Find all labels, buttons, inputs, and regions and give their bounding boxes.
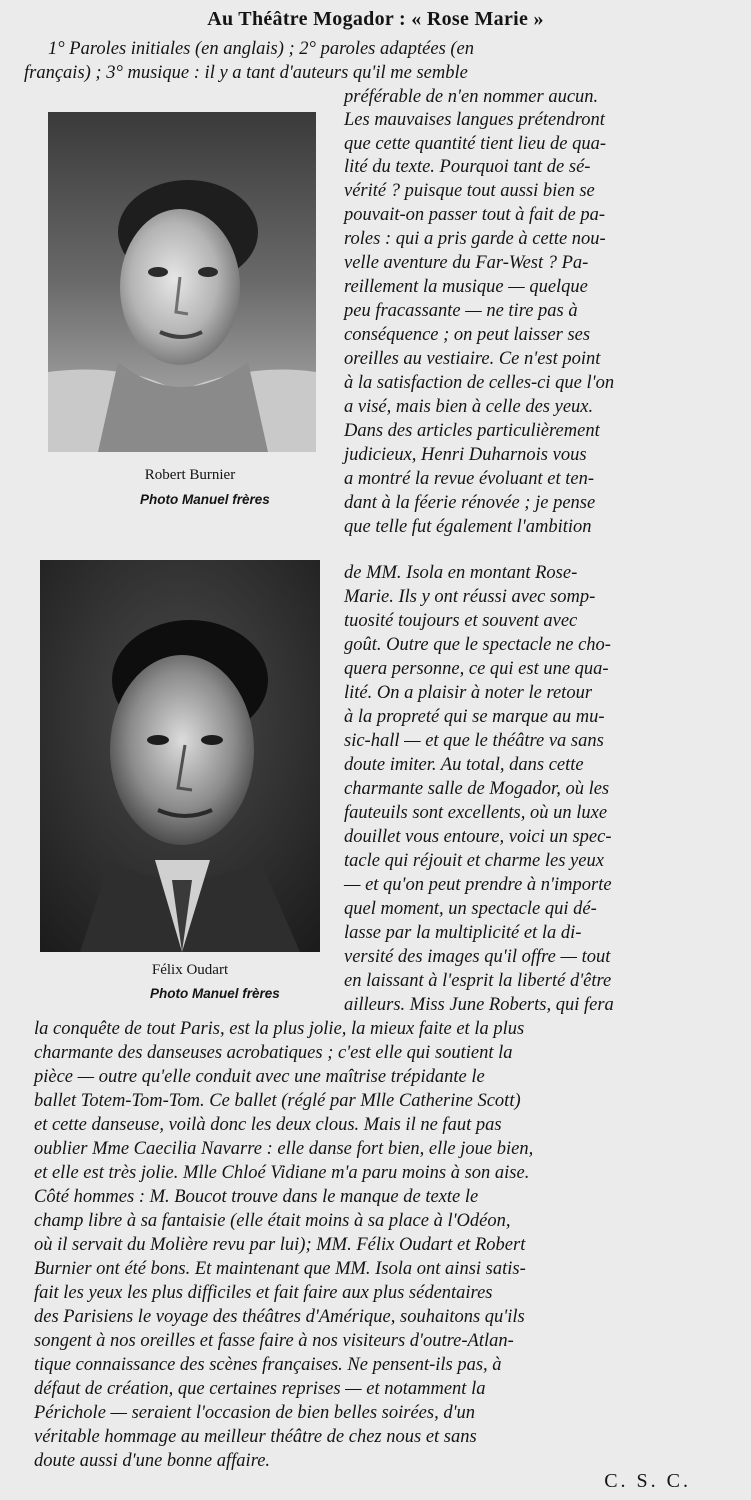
text-line: fait les yeux les plus difficiles et fait faire aux plus sédentaires xyxy=(34,1283,493,1303)
text-line: peu fracassante — ne tire pas à xyxy=(344,301,578,321)
text-line: que telle fut également l'ambition xyxy=(344,517,592,537)
text-line: Périchole — seraient l'occasion de bien belles soirées, d'un xyxy=(34,1403,476,1423)
text-line: quel moment, un spectacle qui dé- xyxy=(344,899,597,919)
text-line: roles : qui a pris garde à cette nou- xyxy=(344,229,606,249)
text-line: lité. On a plaisir à noter le retour xyxy=(344,683,593,703)
text-line: oreilles au vestiaire. Ce n'est point xyxy=(344,349,601,369)
text-line: a montré la revue évoluant et ten- xyxy=(344,469,595,489)
text-line: des Parisiens le voyage des théâtres d'Amérique, souhaitons qu'ils xyxy=(34,1307,525,1327)
author-signature: C. S. C. xyxy=(604,1470,691,1492)
text-line: reillement la musique — quelque xyxy=(344,277,588,297)
photo-caption-name: Robert Burnier xyxy=(144,467,236,483)
text-line: judicieux, Henri Duharnois vous xyxy=(344,445,587,465)
text-line: oublier Mme Caecilia Navarre : elle danse fort bien, elle joue bien, xyxy=(34,1139,534,1159)
portrait-photo-robert-burnier xyxy=(48,112,316,452)
text-line: Burnier ont été bons. Et maintenant que MM. Isola ont ainsi satis- xyxy=(34,1259,526,1279)
text-line: défaut de création, que certaines reprises — et notamment la xyxy=(34,1379,486,1399)
text-line: tique connaissance des scènes françaises. Ne pensent-ils pas, à xyxy=(34,1355,502,1375)
text-line: et cette danseuse, voilà donc les deux clous. Mais il ne faut pas xyxy=(34,1115,502,1135)
text-line: dant à la féerie rénovée ; je pense xyxy=(344,493,596,513)
text-line: a visé, mais bien à celle des yeux. xyxy=(344,397,594,417)
text-line: pièce — outre qu'elle conduit avec une maîtrise trépidante le xyxy=(34,1067,485,1087)
portrait-photo-felix-oudart xyxy=(40,560,320,952)
text-line: charmante des danseuses acrobatiques ; c'est elle qui soutient la xyxy=(34,1043,513,1063)
text-line: goût. Outre que le spectacle ne cho- xyxy=(344,635,611,655)
text-line: véritable hommage au meilleur théâtre de chez nous et sans xyxy=(34,1427,477,1447)
text-line: songent à nos oreilles et fasse faire à nos visiteurs d'outre-Atlan- xyxy=(34,1331,514,1351)
text-line: lité du texte. Pourquoi tant de sé- xyxy=(344,157,591,177)
text-line: et elle est très jolie. Mlle Chloé Vidiane m'a paru moins à son aise. xyxy=(34,1163,530,1183)
text-line: douillet vous entoure, voici un spec- xyxy=(344,827,612,847)
text-line: vérité ? puisque tout aussi bien se xyxy=(344,181,595,201)
text-line: Dans des articles particulièrement xyxy=(344,421,600,441)
text-line: français) ; 3° musique : il y a tant d'auteurs qu'il me semble xyxy=(24,63,468,83)
text-line: la conquête de tout Paris, est la plus jolie, la mieux faite et la plus xyxy=(34,1019,525,1039)
text-line: en laissant à l'esprit la liberté d'être xyxy=(344,971,612,991)
text-line: lasse par la multiplicité et la di- xyxy=(344,923,582,943)
photo-credit: Photo Manuel frères xyxy=(150,986,280,1001)
text-line: versité des images qu'il offre — tout xyxy=(344,947,611,967)
text-line: pouvait-on passer tout à fait de pa- xyxy=(344,205,606,225)
photo-caption-name: Félix Oudart xyxy=(151,962,229,978)
text-line: à la satisfaction de celles-ci que l'on xyxy=(344,373,615,393)
text-line: ballet Totem-Tom-Tom. Ce ballet (réglé par Mlle Catherine Scott) xyxy=(34,1091,521,1111)
text-line: que cette quantité tient lieu de qua- xyxy=(344,134,606,154)
article-title: Au Théâtre Mogador : « Rose Marie » xyxy=(207,8,544,30)
text-line: Les mauvaises langues prétendront xyxy=(344,110,605,130)
text-line: velle aventure du Far-West ? Pa- xyxy=(344,253,589,273)
text-line: champ libre à sa fantaisie (elle était moins à sa place à l'Odéon, xyxy=(34,1211,511,1231)
text-line: conséquence ; on peut laisser ses xyxy=(344,325,591,345)
text-line: quera personne, ce qui est une qua- xyxy=(344,659,609,679)
photo-credit: Photo Manuel frères xyxy=(140,492,270,507)
text-line: où il servait du Molière revu par lui); MM. Félix Oudart et Robert xyxy=(34,1235,526,1255)
text-line: — et qu'on peut prendre à n'importe xyxy=(344,875,612,895)
text-line: 1° Paroles initiales (en anglais) ; 2° paroles adaptées (en xyxy=(48,39,475,59)
text-line: tacle qui réjouit et charme les yeux xyxy=(344,851,604,871)
text-line: ailleurs. Miss June Roberts, qui fera xyxy=(344,995,614,1015)
text-line: à la propreté qui se marque au mu- xyxy=(344,707,605,727)
text-line: Marie. Ils y ont réussi avec somp- xyxy=(344,587,596,607)
text-line: préférable de n'en nommer aucun. xyxy=(344,87,599,107)
text-line: fauteuils sont excellents, où un luxe xyxy=(344,803,608,823)
text-line: tuosité toujours et souvent avec xyxy=(344,611,578,631)
text-line: Côté hommes : M. Boucot trouve dans le manque de texte le xyxy=(34,1187,479,1207)
text-line: doute aussi d'une bonne affaire. xyxy=(34,1451,271,1471)
text-line: sic-hall — et que le théâtre va sans xyxy=(344,731,604,751)
text-line: de MM. Isola en montant Rose- xyxy=(344,563,578,583)
text-line: charmante salle de Mogador, où les xyxy=(344,779,610,799)
text-line: doute imiter. Au total, dans cette xyxy=(344,755,584,775)
